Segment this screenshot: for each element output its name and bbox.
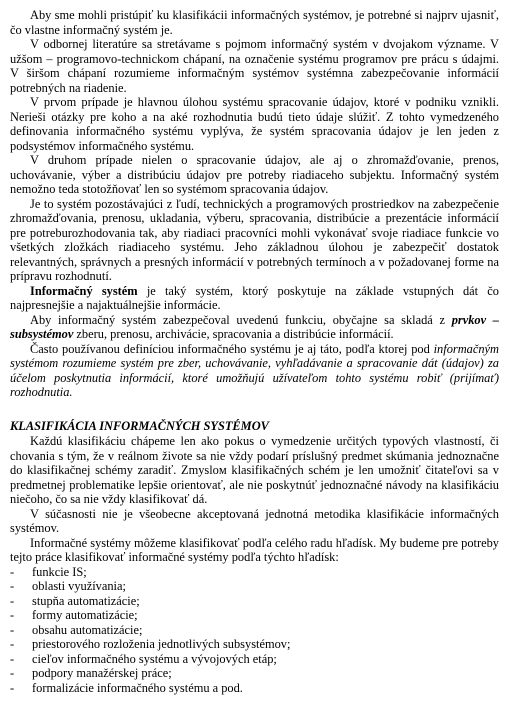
list-dash: -: [10, 637, 15, 651]
list-dash: -: [10, 579, 15, 593]
paragraph-text: Často používanou definíciou informačného systému je aj táto, podľa ktorej pod: [30, 341, 434, 356]
list-item: [10, 681, 499, 696]
italic-definition: informačným systémom rozumieme systém pre zber, uchovávanie, vyhľadávanie a spracovanie dát (údajov) za účelom poskytnutia informácií, ktoré umožňujú užívateľom tohto systému robiť (prijímať) rozhodnutia.: [10, 341, 499, 399]
list-item: [10, 637, 499, 652]
paragraph-text: zberu, prenosu, archivácie, spracovania a distribúcie informácií.: [73, 327, 394, 341]
list-item-text: formalizácie informačného systému a pod.: [32, 680, 243, 695]
list-item: [10, 652, 499, 667]
list-item-text: podpory manažérskej práce;: [32, 666, 172, 680]
list-item-text: funkcie IS;: [32, 564, 87, 579]
paragraph-text: V súčasnosti nie je všeobecne akceptovaná jednotná metodika klasifikácie informačných systémov.: [10, 506, 499, 535]
list-item: [10, 608, 499, 623]
list-dash: -: [10, 564, 15, 579]
list-item-text: formy automatizácie;: [32, 608, 138, 622]
list-item-text: stupňa automatizácie;: [32, 593, 140, 608]
paragraph-subsystems: [10, 313, 499, 342]
list-item-text: obsahu automatizácie;: [32, 622, 143, 637]
list-dash: -: [10, 666, 15, 680]
list-dash: -: [10, 651, 15, 666]
list-item-text: oblasti využívania;: [32, 579, 126, 593]
paragraph-text: V druhom prípade nielen o spracovanie údajov, ale aj o zhromažďovanie, prenos, uchovávanie, výber a distribúciu údajov pre potreby riadiaceho subjektu. Informačný systém nemožno teda stotožňovať len so systémom spracovania údajov.: [10, 153, 499, 196]
list-item: [10, 666, 499, 681]
criteria-list: [10, 565, 499, 696]
list-item-text: priestorového rozloženia jednotlivých subsystémov;: [32, 637, 291, 651]
list-dash: -: [10, 608, 15, 622]
paragraph-text: Každú klasifikáciu chápeme len ako pokus o vymedzenie určitých typových vlastností, či chovania s tým, že v reálnom živote sa nie vždy podarí príslušný predmet skúmania jednoznačne do klasifikačnej schémy zaradiť. Zmysloм klasifikačných schém je len umožniť čitateľovi sa v predmetnej problematike lepšie orientovať, ale nie poskytnúť jednoznačné návody na klasifikáciu niečoho, čo sa nie vždy klasifikovať dá.: [10, 434, 499, 506]
list-item: [10, 623, 499, 638]
paragraph-dual-meaning: [10, 37, 499, 95]
paragraph-second-case: [10, 153, 499, 197]
paragraph-intro: [10, 8, 499, 37]
paragraph-text: Je to systém pozostávajúci z ľudí, technických a programových prostriedkov na zabezpečenie zhromažďovania, prenosu, ukladania, výberu, spracovania, distribúcie a prezentácie informácií pre potreburozhodovania tak, aby riadiaci pracovníci mohli vykonávať svoje riadiace funkcie vo všetkých zložkách riadiaceho systému. Jeho základnou úlohou je zabezpečiť dostatok relevantných, správnych a presných informácií v potrebných termínoch a v požadovanej forme na prípravu rozhodnutí.: [10, 196, 499, 283]
section-title: KLASIFIKÁCIA INFORMAČNÝCH SYSTÉMOV: [10, 418, 269, 433]
paragraph-system-definition: [10, 197, 499, 284]
bold-term: Informačný systém: [30, 283, 138, 298]
paragraph-first-case: [10, 95, 499, 153]
list-dash: -: [10, 680, 15, 695]
list-item: [10, 579, 499, 594]
paragraph-text: Aby informačný systém zabezpečoval uvedenú funkciu, obyčajne sa skladá z: [30, 312, 452, 327]
paragraph-text: Aby sme mohli pristúpiť ku klasifikácii informačných systémov, je potrebné si najprv ujasniť, čo vlastne informačný systém je.: [10, 8, 499, 37]
list-item: [10, 594, 499, 609]
list-dash: -: [10, 593, 15, 608]
list-dash: -: [10, 622, 15, 637]
paragraph-text: Informačné systémy môžeme klasifikovať podľa celého radu hľadísk. My budeme pre potreby tejto práce klasifikovať informačné systémy podľa týchto hľadísk:: [10, 535, 499, 564]
paragraph-text: je taký systém, ktorý poskytuje na základe vstupných dát čo najpresnejšie a najaktuálnejšie informácie.: [10, 283, 499, 312]
paragraph-no-methodology: [10, 507, 499, 536]
paragraph-common-definition: [10, 342, 499, 400]
paragraph-text: V prvom prípade je hlavnou úlohou systému spracovanie údajov, ktoré v podniku vznikli. Nerieši otázky pre koho a na aké rozhodnutia budú tieto údaje slúžiť. Z tohto vymedzeného definovania informačného systému vyplýva, že systém spracovania údajov je len jeden z podsystémov informačného systému.: [10, 95, 499, 153]
list-item-text: cieľov informačného systému a vývojových etáp;: [32, 651, 277, 666]
paragraph-classification-intro: [10, 434, 499, 507]
paragraph-criteria: [10, 536, 499, 565]
list-item: [10, 565, 499, 580]
paragraph-is-definition: [10, 284, 499, 313]
bold-italic-term: prvkov – subsystémov: [10, 312, 499, 341]
paragraph-text: V odbornej literatúre sa stretávame s pojmom informačný systém v dvojakom význame. V užšom – programovo-technickom chápaní, na označenie systému programov pre prácu s údajmi. V širšom chápaní rozumieme informačným systémov systémna zabezpečovanie informácií potrebných na riadenie.: [10, 37, 499, 95]
